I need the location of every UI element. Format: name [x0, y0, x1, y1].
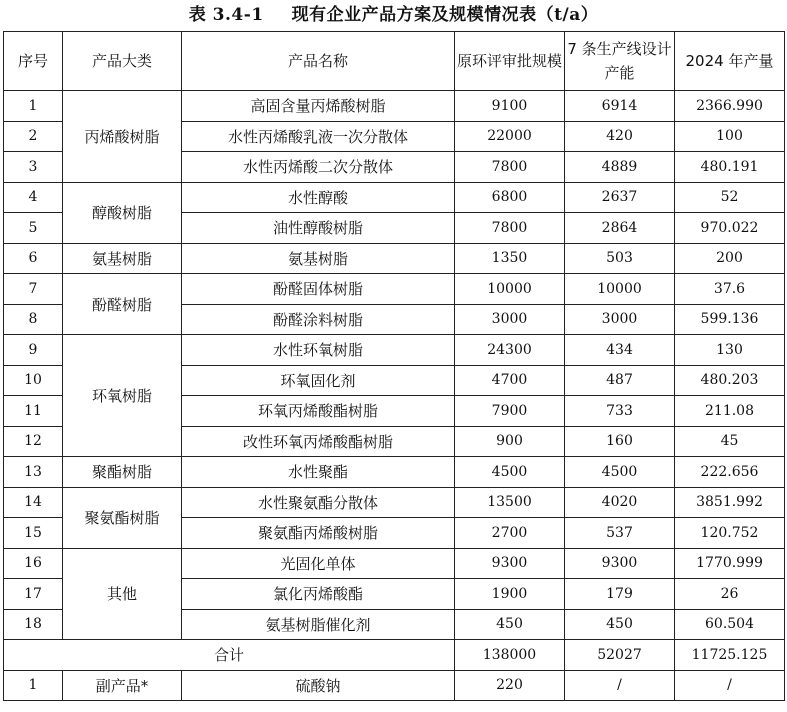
row-category: 聚酯树脂	[63, 457, 182, 488]
row-no: 17	[4, 579, 63, 610]
row-capacity: 487	[565, 365, 675, 396]
row-product-name: 聚氨酯丙烯酸树脂	[182, 518, 455, 549]
table-caption	[0, 0, 787, 32]
row-product-name: 油性醇酸树脂	[182, 213, 455, 244]
row-output: 480.191	[675, 152, 785, 183]
row-capacity: 4889	[565, 152, 675, 183]
row-no: 5	[4, 213, 63, 244]
row-no: 11	[4, 396, 63, 427]
row-capacity: 4020	[565, 487, 675, 518]
table-row	[4, 457, 785, 488]
row-no: 1	[4, 91, 63, 122]
row-no: 14	[4, 487, 63, 518]
header-product-name: 产品名称	[182, 32, 455, 91]
total-output: 11725.125	[675, 640, 785, 671]
row-capacity: 537	[565, 518, 675, 549]
row-approved: 3000	[455, 304, 565, 335]
header-approved-scale: 原环评审批规模	[455, 32, 565, 91]
header-output-2024: 2024 年产量	[675, 32, 785, 91]
row-product-name: 高固含量丙烯酸树脂	[182, 91, 455, 122]
product-scale-table	[3, 31, 785, 701]
table-row	[4, 91, 785, 122]
byproduct-name: 硫酸钠	[182, 670, 455, 701]
row-category: 酚醛树脂	[63, 274, 182, 335]
row-capacity: 450	[565, 609, 675, 640]
row-product-name: 光固化单体	[182, 548, 455, 579]
row-product-name: 水性环氧树脂	[182, 335, 455, 366]
row-product-name: 氯化丙烯酸酯	[182, 579, 455, 610]
row-approved: 4700	[455, 365, 565, 396]
row-no: 10	[4, 365, 63, 396]
row-output: 60.504	[675, 609, 785, 640]
row-category: 其他	[63, 548, 182, 640]
byproduct-category: 副产品*	[63, 670, 182, 701]
row-product-name: 水性醇酸	[182, 182, 455, 213]
table-row	[4, 182, 785, 213]
row-no: 9	[4, 335, 63, 366]
row-output: 970.022	[675, 213, 785, 244]
row-no: 16	[4, 548, 63, 579]
total-approved: 138000	[455, 640, 565, 671]
total-capacity: 52027	[565, 640, 675, 671]
row-approved: 4500	[455, 457, 565, 488]
row-approved: 1350	[455, 243, 565, 274]
total-label: 合计	[4, 640, 455, 671]
row-product-name: 水性丙烯酸乳液一次分散体	[182, 121, 455, 152]
table-row	[4, 243, 785, 274]
row-no: 3	[4, 152, 63, 183]
row-approved: 450	[455, 609, 565, 640]
row-capacity: 733	[565, 396, 675, 427]
row-output: 211.08	[675, 396, 785, 427]
table-row	[4, 335, 785, 366]
row-no: 12	[4, 426, 63, 457]
byproduct-approved: 220	[455, 670, 565, 701]
row-capacity: 503	[565, 243, 675, 274]
row-approved: 1900	[455, 579, 565, 610]
row-output: 120.752	[675, 518, 785, 549]
row-product-name: 氨基树脂催化剂	[182, 609, 455, 640]
row-no: 8	[4, 304, 63, 335]
row-category: 环氧树脂	[63, 335, 182, 457]
row-no: 18	[4, 609, 63, 640]
table-row	[4, 487, 785, 518]
table-row	[4, 274, 785, 305]
row-output: 52	[675, 182, 785, 213]
row-no: 2	[4, 121, 63, 152]
row-no: 13	[4, 457, 63, 488]
row-output: 37.6	[675, 274, 785, 305]
row-capacity: 179	[565, 579, 675, 610]
row-output: 26	[675, 579, 785, 610]
row-approved: 7800	[455, 213, 565, 244]
row-approved: 13500	[455, 487, 565, 518]
row-capacity: 10000	[565, 274, 675, 305]
row-capacity: 160	[565, 426, 675, 457]
row-no: 7	[4, 274, 63, 305]
row-approved: 9300	[455, 548, 565, 579]
row-output: 222.656	[675, 457, 785, 488]
row-output: 2366.990	[675, 91, 785, 122]
row-approved: 22000	[455, 121, 565, 152]
row-approved: 2700	[455, 518, 565, 549]
row-product-name: 酚醛涂料树脂	[182, 304, 455, 335]
row-product-name: 氨基树脂	[182, 243, 455, 274]
row-product-name: 水性聚酯	[182, 457, 455, 488]
row-product-name: 水性聚氨酯分散体	[182, 487, 455, 518]
row-capacity: 2637	[565, 182, 675, 213]
row-category: 丙烯酸树脂	[63, 91, 182, 183]
row-product-name: 环氧丙烯酸酯树脂	[182, 396, 455, 427]
row-output: 1770.999	[675, 548, 785, 579]
header-no: 序号	[4, 32, 63, 91]
row-approved: 24300	[455, 335, 565, 366]
row-product-name: 改性环氧丙烯酸酯树脂	[182, 426, 455, 457]
row-product-name: 酚醛固体树脂	[182, 274, 455, 305]
row-no: 15	[4, 518, 63, 549]
table-row	[4, 548, 785, 579]
header-row	[4, 32, 785, 91]
byproduct-row	[4, 670, 785, 701]
row-approved: 900	[455, 426, 565, 457]
row-approved: 6800	[455, 182, 565, 213]
row-output: 3851.992	[675, 487, 785, 518]
row-output: 45	[675, 426, 785, 457]
byproduct-no: 1	[4, 670, 63, 701]
row-category: 醇酸树脂	[63, 182, 182, 243]
row-output: 200	[675, 243, 785, 274]
row-capacity: 2864	[565, 213, 675, 244]
row-approved: 10000	[455, 274, 565, 305]
byproduct-output: /	[675, 670, 785, 701]
row-approved: 7800	[455, 152, 565, 183]
byproduct-capacity: /	[565, 670, 675, 701]
row-output: 130	[675, 335, 785, 366]
row-output: 100	[675, 121, 785, 152]
row-output: 599.136	[675, 304, 785, 335]
row-product-name: 水性丙烯酸二次分散体	[182, 152, 455, 183]
row-capacity: 3000	[565, 304, 675, 335]
row-capacity: 9300	[565, 548, 675, 579]
row-no: 6	[4, 243, 63, 274]
row-category: 聚氨酯树脂	[63, 487, 182, 548]
row-capacity: 434	[565, 335, 675, 366]
header-design-capacity: 7 条生产线设计产能	[565, 32, 675, 91]
row-capacity: 420	[565, 121, 675, 152]
row-capacity: 6914	[565, 91, 675, 122]
row-no: 4	[4, 182, 63, 213]
table-title: 现有企业产品方案及规模情况表（t/a）	[291, 5, 599, 25]
table-number: 表 3.4-1	[188, 5, 264, 25]
row-approved: 7900	[455, 396, 565, 427]
total-row	[4, 640, 785, 671]
row-capacity: 4500	[565, 457, 675, 488]
row-output: 480.203	[675, 365, 785, 396]
row-product-name: 环氧固化剂	[182, 365, 455, 396]
row-category: 氨基树脂	[63, 243, 182, 274]
header-category: 产品大类	[63, 32, 182, 91]
row-approved: 9100	[455, 91, 565, 122]
